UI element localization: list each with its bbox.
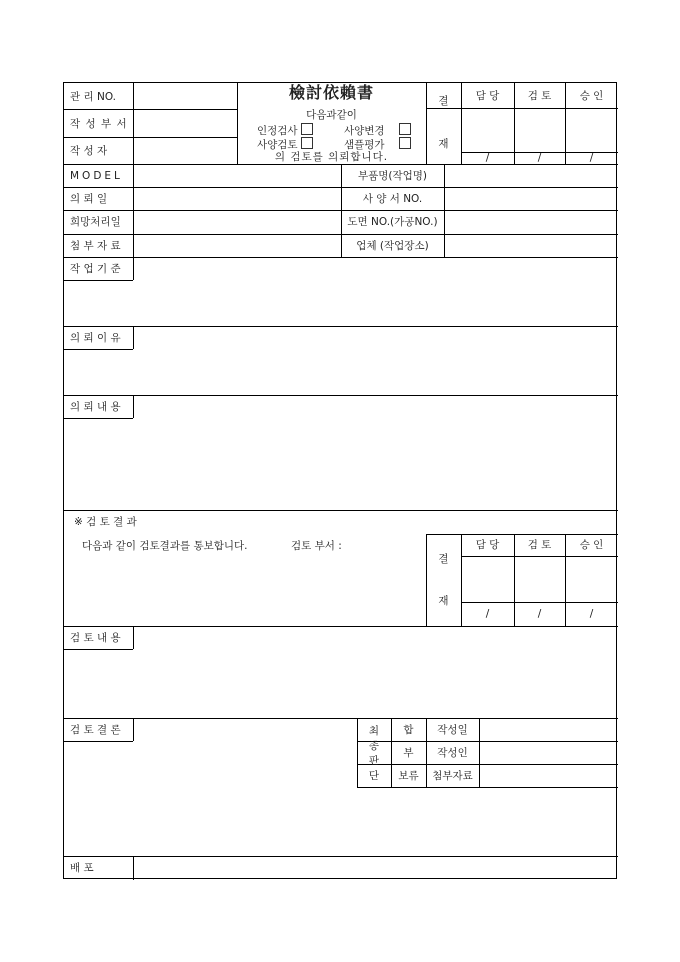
divider (64, 326, 618, 327)
sign-date: / (589, 152, 594, 164)
checkbox[interactable] (301, 123, 313, 135)
review-content-label: 검 토 내 용 (70, 632, 121, 644)
divider (133, 718, 134, 741)
approval-label-top: 결 (438, 95, 449, 107)
option-label: 샘플평가 (344, 139, 385, 151)
sign-header-approve: 승 인 (579, 539, 604, 551)
vendor-label: 업체 (작업장소) (356, 240, 429, 252)
checkbox[interactable] (301, 137, 313, 149)
divider (357, 741, 618, 742)
final-judgment-char: 판 (368, 755, 380, 767)
sign-header-charge: 담 당 (475, 90, 500, 102)
sign-header-review: 검 토 (527, 539, 552, 551)
divider (64, 349, 133, 350)
option-label: 사양변경 (344, 125, 385, 137)
review-dept-label: 검토 부서 : (291, 540, 342, 552)
divider (64, 418, 133, 419)
document-title: 檢討依賴書 (288, 83, 374, 102)
part-name-label: 부품명(작업명) (357, 170, 428, 182)
sign-header-approve: 승 인 (579, 90, 604, 102)
divider (426, 534, 427, 626)
final-judgment-char: 최 (368, 725, 380, 737)
option-spec-change (344, 123, 411, 137)
desired-date-label: 희망처리일 (70, 216, 121, 228)
option-label: 인정검사 (257, 125, 298, 137)
divider (461, 556, 618, 557)
option-label: 사양검토 (257, 139, 298, 151)
option-cert-inspection (257, 123, 313, 137)
option-spec-review (257, 137, 313, 151)
divider (133, 395, 134, 418)
divider (461, 602, 618, 603)
divider (444, 164, 445, 257)
checkbox[interactable] (399, 123, 411, 135)
reason-label: 의 뢰 이 유 (70, 332, 121, 344)
mgmt-no-label: 관 리 NO. (70, 91, 116, 103)
judgment-fail: 부 (403, 747, 414, 759)
review-notice: 다음과 같이 검토결과를 통보합니다. (82, 540, 248, 552)
review-request-form (63, 82, 617, 879)
divider (64, 649, 133, 650)
review-heading: ※ 검 토 결 과 (74, 516, 137, 528)
divider (64, 626, 618, 627)
divider (64, 510, 618, 511)
content-label: 의 뢰 내 용 (70, 401, 121, 413)
drawing-no-label: 도면 NO.(가공NO.) (347, 216, 438, 228)
model-label: MODEL (70, 170, 123, 182)
checkbox[interactable] (399, 137, 411, 149)
divider (133, 83, 134, 257)
divider (479, 718, 480, 787)
writer-label: 작 성 자 (70, 145, 108, 157)
attachments-label: 첨 부 자 료 (70, 240, 121, 252)
divider (64, 109, 237, 110)
option-sample-eval (344, 137, 411, 151)
distribution-label: 배 포 (70, 862, 94, 874)
divider (64, 718, 618, 719)
divider (64, 257, 618, 258)
review-conclusion-label: 검 토 결 론 (70, 724, 121, 736)
request-outro: 의 검토를 의뢰합니다. (274, 151, 389, 163)
written-date-label: 작성일 (437, 724, 468, 736)
final-judgment-char: 단 (368, 770, 380, 782)
divider (426, 108, 618, 109)
divider (133, 856, 134, 880)
spec-no-label: 사 양 서 NO. (362, 193, 423, 205)
approval-label-bottom: 재 (438, 138, 449, 150)
sign-date: / (537, 608, 542, 620)
work-standard-label: 작 업 기 준 (70, 263, 121, 275)
divider (64, 856, 618, 857)
final-judgment-char: 종 (368, 740, 380, 752)
approval-label-bottom: 재 (438, 595, 449, 607)
divider (64, 741, 133, 742)
divider (64, 137, 237, 138)
divider (64, 395, 618, 396)
divider (133, 326, 134, 349)
divider (64, 280, 133, 281)
divider (426, 534, 618, 535)
divider (357, 787, 618, 788)
divider (357, 764, 618, 765)
sign-date: / (589, 608, 594, 620)
attachment-label: 첨부자료 (432, 770, 473, 782)
sign-header-charge: 담 당 (475, 539, 500, 551)
judgment-pass: 합 (403, 724, 414, 736)
request-intro: 다음과같이 (306, 109, 357, 121)
written-by-label: 작성인 (437, 747, 468, 759)
dept-label: 작 성 부 서 (70, 118, 128, 130)
divider (133, 257, 134, 280)
sign-date: / (485, 608, 490, 620)
approval-label-top: 결 (438, 553, 449, 565)
sign-header-review: 검 토 (527, 90, 552, 102)
request-date-label: 의 뢰 일 (70, 193, 108, 205)
judgment-hold: 보류 (398, 770, 419, 782)
divider (133, 626, 134, 649)
sign-date: / (485, 152, 490, 164)
sign-date: / (537, 152, 542, 164)
